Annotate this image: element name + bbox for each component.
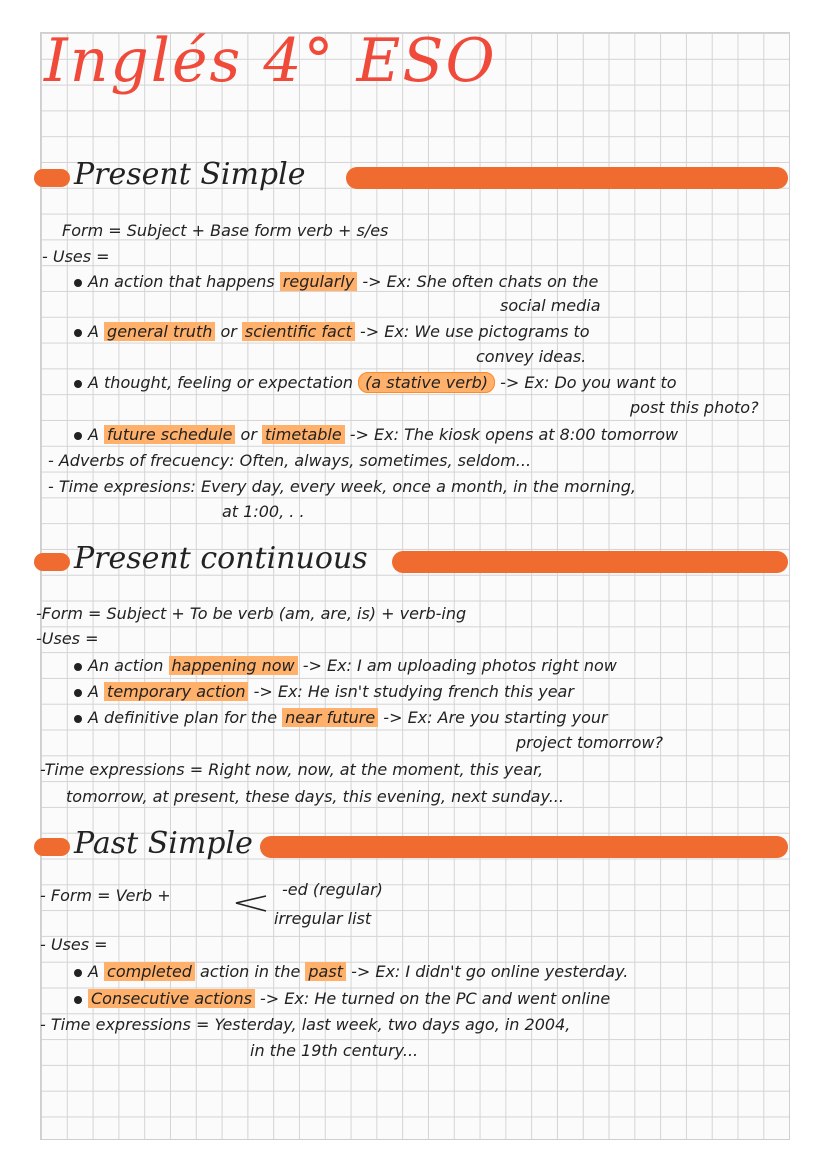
pc-use-3-cont: project tomorrow? xyxy=(516,733,663,752)
ps-use-1: An action that happens regularly -> Ex: She often chats on the xyxy=(74,272,598,292)
heading-bar xyxy=(260,836,788,858)
highlight: timetable xyxy=(262,425,345,444)
branch-arrow-icon xyxy=(232,893,268,915)
pc-use-2: A temporary action -> Ex: He isn't studying french this year xyxy=(74,682,574,702)
past-use-2: Consecutive actions -> Ex: He turned on the PC and went online xyxy=(74,989,610,1009)
heading-left-marker xyxy=(34,838,70,856)
pc-time-expressions: -Time expressions = Right now, now, at the moment, this year, xyxy=(40,760,544,779)
highlight: future schedule xyxy=(104,425,235,444)
ps-uses-label: - Uses = xyxy=(42,247,110,266)
highlight: past xyxy=(305,962,346,981)
ps-use-4: A future schedule or timetable -> Ex: The kiosk opens at 8:00 tomorrow xyxy=(74,425,678,445)
bullet-icon xyxy=(74,380,82,388)
pc-time-expressions-cont: tomorrow, at present, these days, this evening, next sunday... xyxy=(66,787,564,806)
heading-left-marker xyxy=(34,553,70,571)
ps-use-2-cont: convey ideas. xyxy=(476,347,587,366)
past-form-regular: -ed (regular) xyxy=(282,880,383,899)
highlight: temporary action xyxy=(104,682,248,701)
page-title: Inglés 4° ESO xyxy=(44,26,497,96)
ps-form: Form = Subject + Base form verb + s/es xyxy=(62,221,389,240)
bullet-icon xyxy=(74,663,82,671)
ps-use-3-cont: post this photo? xyxy=(630,398,759,417)
highlight: (a stative verb) xyxy=(358,372,495,393)
past-time-expressions: - Time expressions = Yesterday, last week, two days ago, in 2004, xyxy=(40,1015,571,1034)
highlight: general truth xyxy=(104,322,215,341)
heading-bar xyxy=(346,167,788,189)
past-use-1: A completed action in the past -> Ex: I didn't go online yesterday. xyxy=(74,962,628,982)
highlight: regularly xyxy=(280,272,357,291)
section-title: Present Simple xyxy=(74,157,306,192)
past-form: - Form = Verb + xyxy=(40,886,171,905)
highlight: scientific fact xyxy=(242,322,355,341)
heading-bar xyxy=(392,551,788,573)
heading-left-marker xyxy=(34,169,70,187)
bullet-icon xyxy=(74,279,82,287)
pc-form: -Form = Subject + To be verb (am, are, is) + verb-ing xyxy=(36,604,467,623)
bullet-icon xyxy=(74,432,82,440)
ps-adverbs: - Adverbs of frecuency: Often, always, sometimes, seldom... xyxy=(48,451,532,470)
past-form-irregular: irregular list xyxy=(274,909,372,928)
bullet-icon xyxy=(74,715,82,723)
bullet-icon xyxy=(74,689,82,697)
past-uses-label: - Uses = xyxy=(40,935,108,954)
section-title: Present continuous xyxy=(74,541,368,576)
past-time-expressions-cont: in the 19th century... xyxy=(250,1041,419,1060)
highlight: Consecutive actions xyxy=(88,989,255,1008)
pc-use-1: An action happening now -> Ex: I am uploading photos right now xyxy=(74,656,617,676)
highlight: near future xyxy=(282,708,378,727)
ps-use-3: A thought, feeling or expectation (a stative verb) -> Ex: Do you want to xyxy=(74,373,677,393)
bullet-icon xyxy=(74,996,82,1004)
ps-use-1-cont: social media xyxy=(500,296,601,315)
highlight: happening now xyxy=(169,656,298,675)
ps-use-2: A general truth or scientific fact -> Ex: We use pictograms to xyxy=(74,322,590,342)
section-title: Past Simple xyxy=(74,826,253,861)
bullet-icon xyxy=(74,969,82,977)
ps-time-expressions-cont: at 1:00, . . xyxy=(222,502,305,521)
highlight: completed xyxy=(104,962,195,981)
pc-use-3: A definitive plan for the near future -> Ex: Are you starting your xyxy=(74,708,608,728)
bullet-icon xyxy=(74,329,82,337)
pc-uses-label: -Uses = xyxy=(36,629,99,648)
ps-time-expressions: - Time expresions: Every day, every week, once a month, in the morning, xyxy=(48,477,637,496)
